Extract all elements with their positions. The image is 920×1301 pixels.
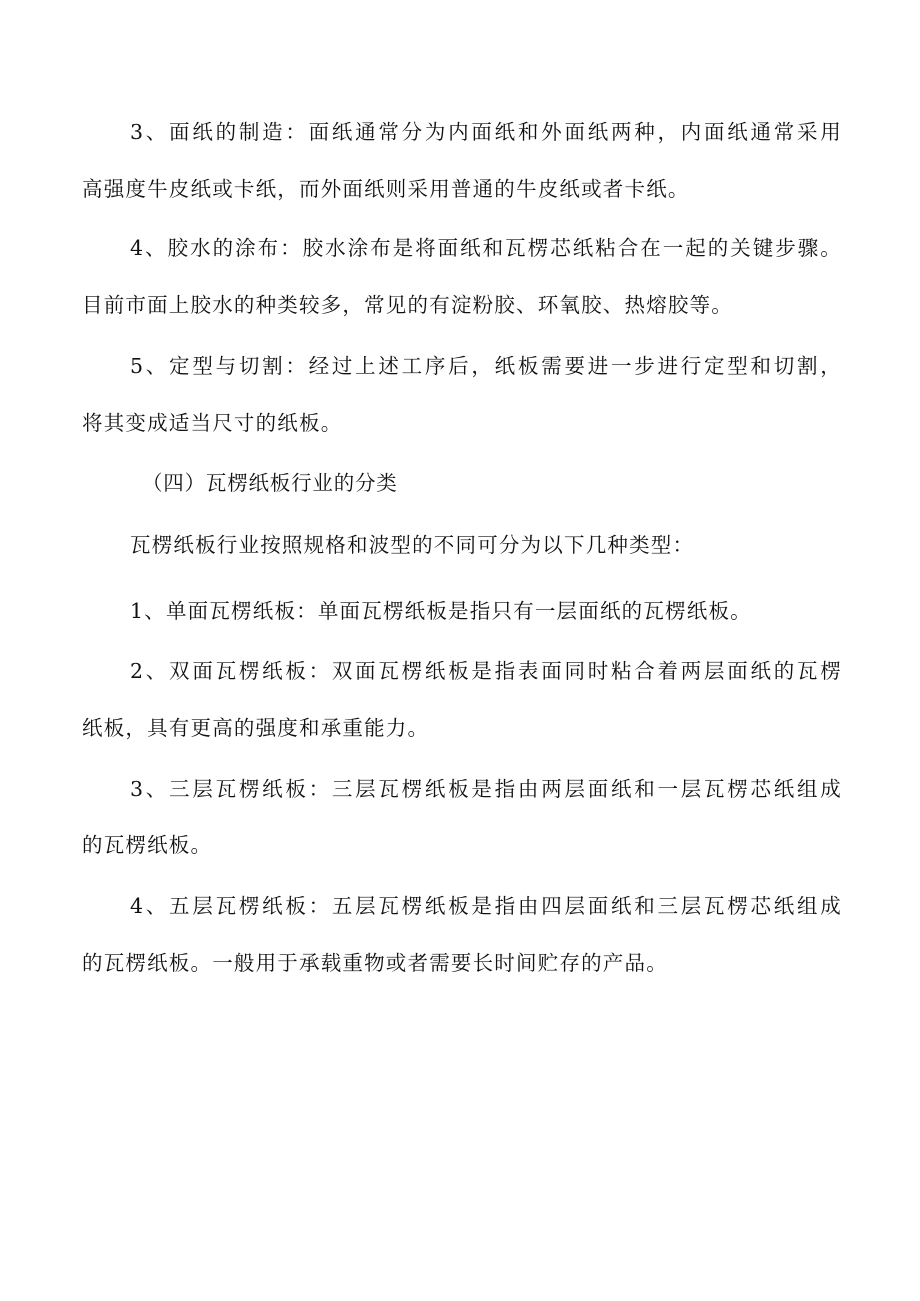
paragraph-line: 目前市面上胶水的种类较多，常见的有淀粉胶、环氧胶、热熔胶等。 (82, 293, 733, 317)
paragraph-line: 将其变成适当尺寸的纸板。 (82, 411, 343, 435)
paragraph-line: 3、面纸的制造：面纸通常分为内面纸和外面纸两种，内面纸通常采用 (130, 120, 842, 144)
paragraph-line: 4、五层瓦楞纸板：五层瓦楞纸板是指由四层面纸和三层瓦楞芯纸组成 (130, 894, 842, 918)
paragraph-line: 的瓦楞纸板。一般用于承载重物或者需要长时间贮存的产品。 (82, 951, 668, 975)
paragraph-line: 纸板，具有更高的强度和承重能力。 (82, 716, 430, 740)
paragraph-line: 高强度牛皮纸或卡纸，而外面纸则采用普通的牛皮纸或者卡纸。 (82, 177, 690, 201)
paragraph-line: 1、单面瓦楞纸板：单面瓦楞纸板是指只有一层面纸的瓦楞纸板。 (130, 599, 752, 623)
section-heading: （四）瓦楞纸板行业的分类 (142, 471, 398, 495)
paragraph-line: 3、三层瓦楞纸板：三层瓦楞纸板是指由两层面纸和一层瓦楞芯纸组成 (130, 777, 842, 801)
paragraph-line: 的瓦楞纸板。 (82, 833, 213, 857)
paragraph-line: 2、双面瓦楞纸板：双面瓦楞纸板是指表面同时粘合着两层面纸的瓦楞 (130, 659, 842, 683)
paragraph-line: 5、定型与切割：经过上述工序后，纸板需要进一步进行定型和切割， (130, 354, 842, 378)
paragraph-line: 瓦楞纸板行业按照规格和波型的不同可分为以下几种类型： (130, 533, 695, 557)
paragraph-line: 4、胶水的涂布：胶水涂布是将面纸和瓦楞芯纸粘合在一起的关键步骤。 (130, 236, 842, 260)
